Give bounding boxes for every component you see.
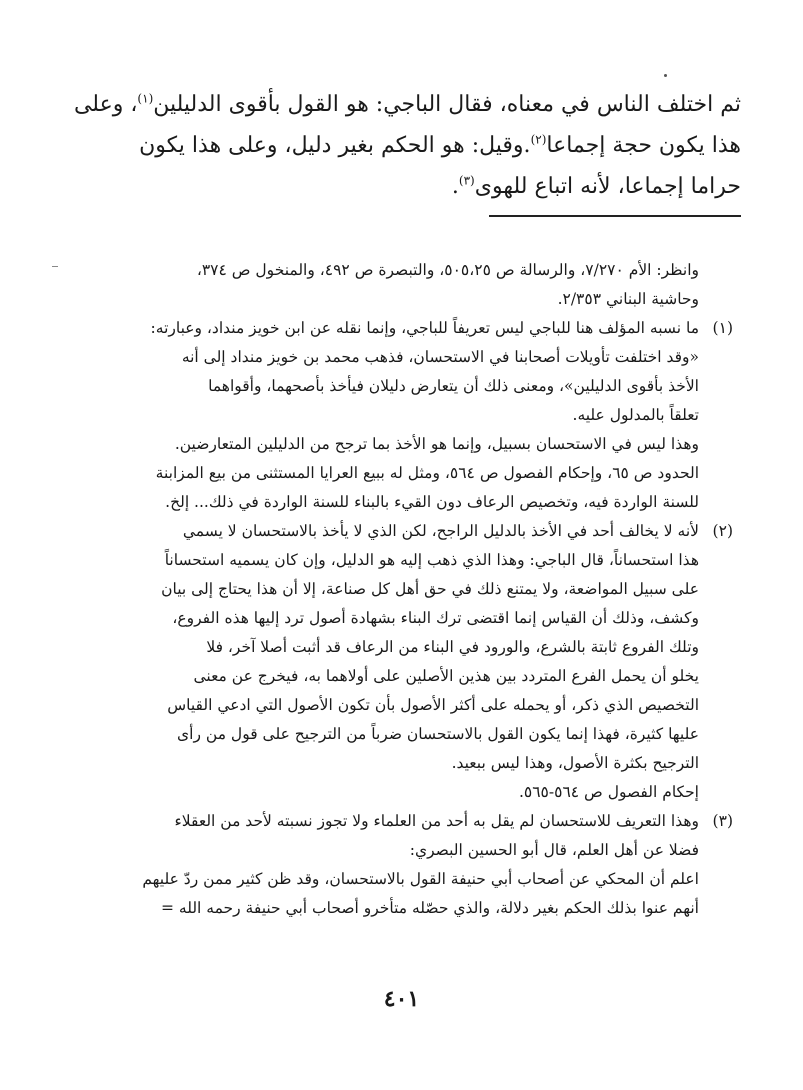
dot-mark	[664, 74, 667, 77]
footnote-number: (١)	[712, 319, 733, 337]
footnote-reference[interactable]: (٣)	[458, 173, 475, 188]
footnote-2: (٢) لأنه لا يخالف أحد في الأخذ بالدليل الراجح، لكن الذي لا يأخذ بالاستحسان لا يسمي هذا استحساناً، قال الباجي: وهذا الذي ذهب إليه هو الدليل، وإن كان يسميه استحساناً على سبيل المواضعة، ولا يمتنع ذلك في حق أهل كل صناعة، إلا أن هذا يحتاج إلى بيان وكشف، وذلك أن القياس إنما اقتضى ترك البناء بشهادة أصول ترد إليها هذه الفروع، وتلك الفروع ثابتة بالشرع، والورود في البناء من الرعاف قد أثبت أصلا آخر، فلا يخلو أن يحمل الفرع المتردد بين هذين الأصلين على أولاهما به، فيخرج عن معنى التخصيص الذي ذكر، أو يحمله على أكثر الأصول بأن تكون الأصول التي ادعي القياس عليها كثيرة، فهذا إنما يكون القول بالاستحسان ضرباً من الترجيح على قول من رأى الترجيح بكثرة الأصول، وهذا ليس ببعيد. إحكام الفصول ص ٥٦٤-٥٦٥.	[53, 517, 733, 807]
footnote-3: (٣) وهذا التعريف للاستحسان لم يقل به أحد من العلماء ولا تجوز نسبته لأحد من العقلاء فضلا عن أهل العلم، قال أبو الحسين البصري: اعلم أن المحكي عن أصحاب أبي حنيفة القول بالاستحسان، وقد ظن كثير ممن ردّ عليهم أنهم عنوا بذلك الحكم بغير دلالة، والذي حصّله متأخرو أصحاب أبي حنيفة رحمه الله =	[53, 807, 733, 923]
footnote-reference[interactable]: (٢)	[530, 132, 547, 147]
main-line: هذا يكون حجة إجماعا$^{(٢)}$.وقيل: هو الحكم بغير دليل، وعلى هذا يكون	[139, 132, 741, 158]
main-line: حراما إجماعا، لأنه اتباع للهوى$^{(٣)}$.	[451, 173, 741, 199]
footnote-separator	[489, 215, 741, 217]
footnotes	[53, 256, 733, 923]
main-text	[63, 84, 741, 207]
main-line: ثم اختلف الناس في معناه، فقال الباجي: هو القول بأقوى الدليلين$^{(١)}$، وعلى	[73, 91, 741, 117]
footnote-number: (٢)	[712, 522, 733, 540]
footnote-reference[interactable]: (١)	[137, 91, 154, 106]
page-number: ٤٠١	[383, 986, 420, 1012]
footnote-1: (١) ما نسبه المؤلف هنا للباجي ليس تعريفاً للباجي، وإنما نقله عن ابن خويز منداد، وعبارته: «وقد اختلفت تأويلات أصحابنا في الاستحسان، فذهب محمد بن خويز منداد إلى أنه الأخذ بأقوى الدليلين»، ومعنى ذلك أن يتعارض دليلان فيأخذ بأصحهما، وأقواهما تعلقاً بالمدلول عليه. وهذا ليس في الاستحسان بسبيل، وإنما هو الأخذ بما ترجح من الدليلين المتعارضين. الحدود ص ٦٥، وإحكام الفصول ص ٥٦٤، ومثل له ببيع العرايا المستثنى من بيع المزابنة للسنة الواردة فيه، وتخصيص الرعاف دون القيء بالبناء للسنة الواردة في ذلك... إلخ.	[53, 314, 733, 517]
footnote-continuation: وانظر: الأم ٧/٢٧٠، والرسالة ص ٥٠٥،٢٥، والتبصرة ص ٤٩٢، والمنخول ص ٣٧٤، وحاشية البناني ٢/٣٥٣.	[196, 261, 699, 308]
footnote-number: (٣)	[712, 812, 733, 830]
